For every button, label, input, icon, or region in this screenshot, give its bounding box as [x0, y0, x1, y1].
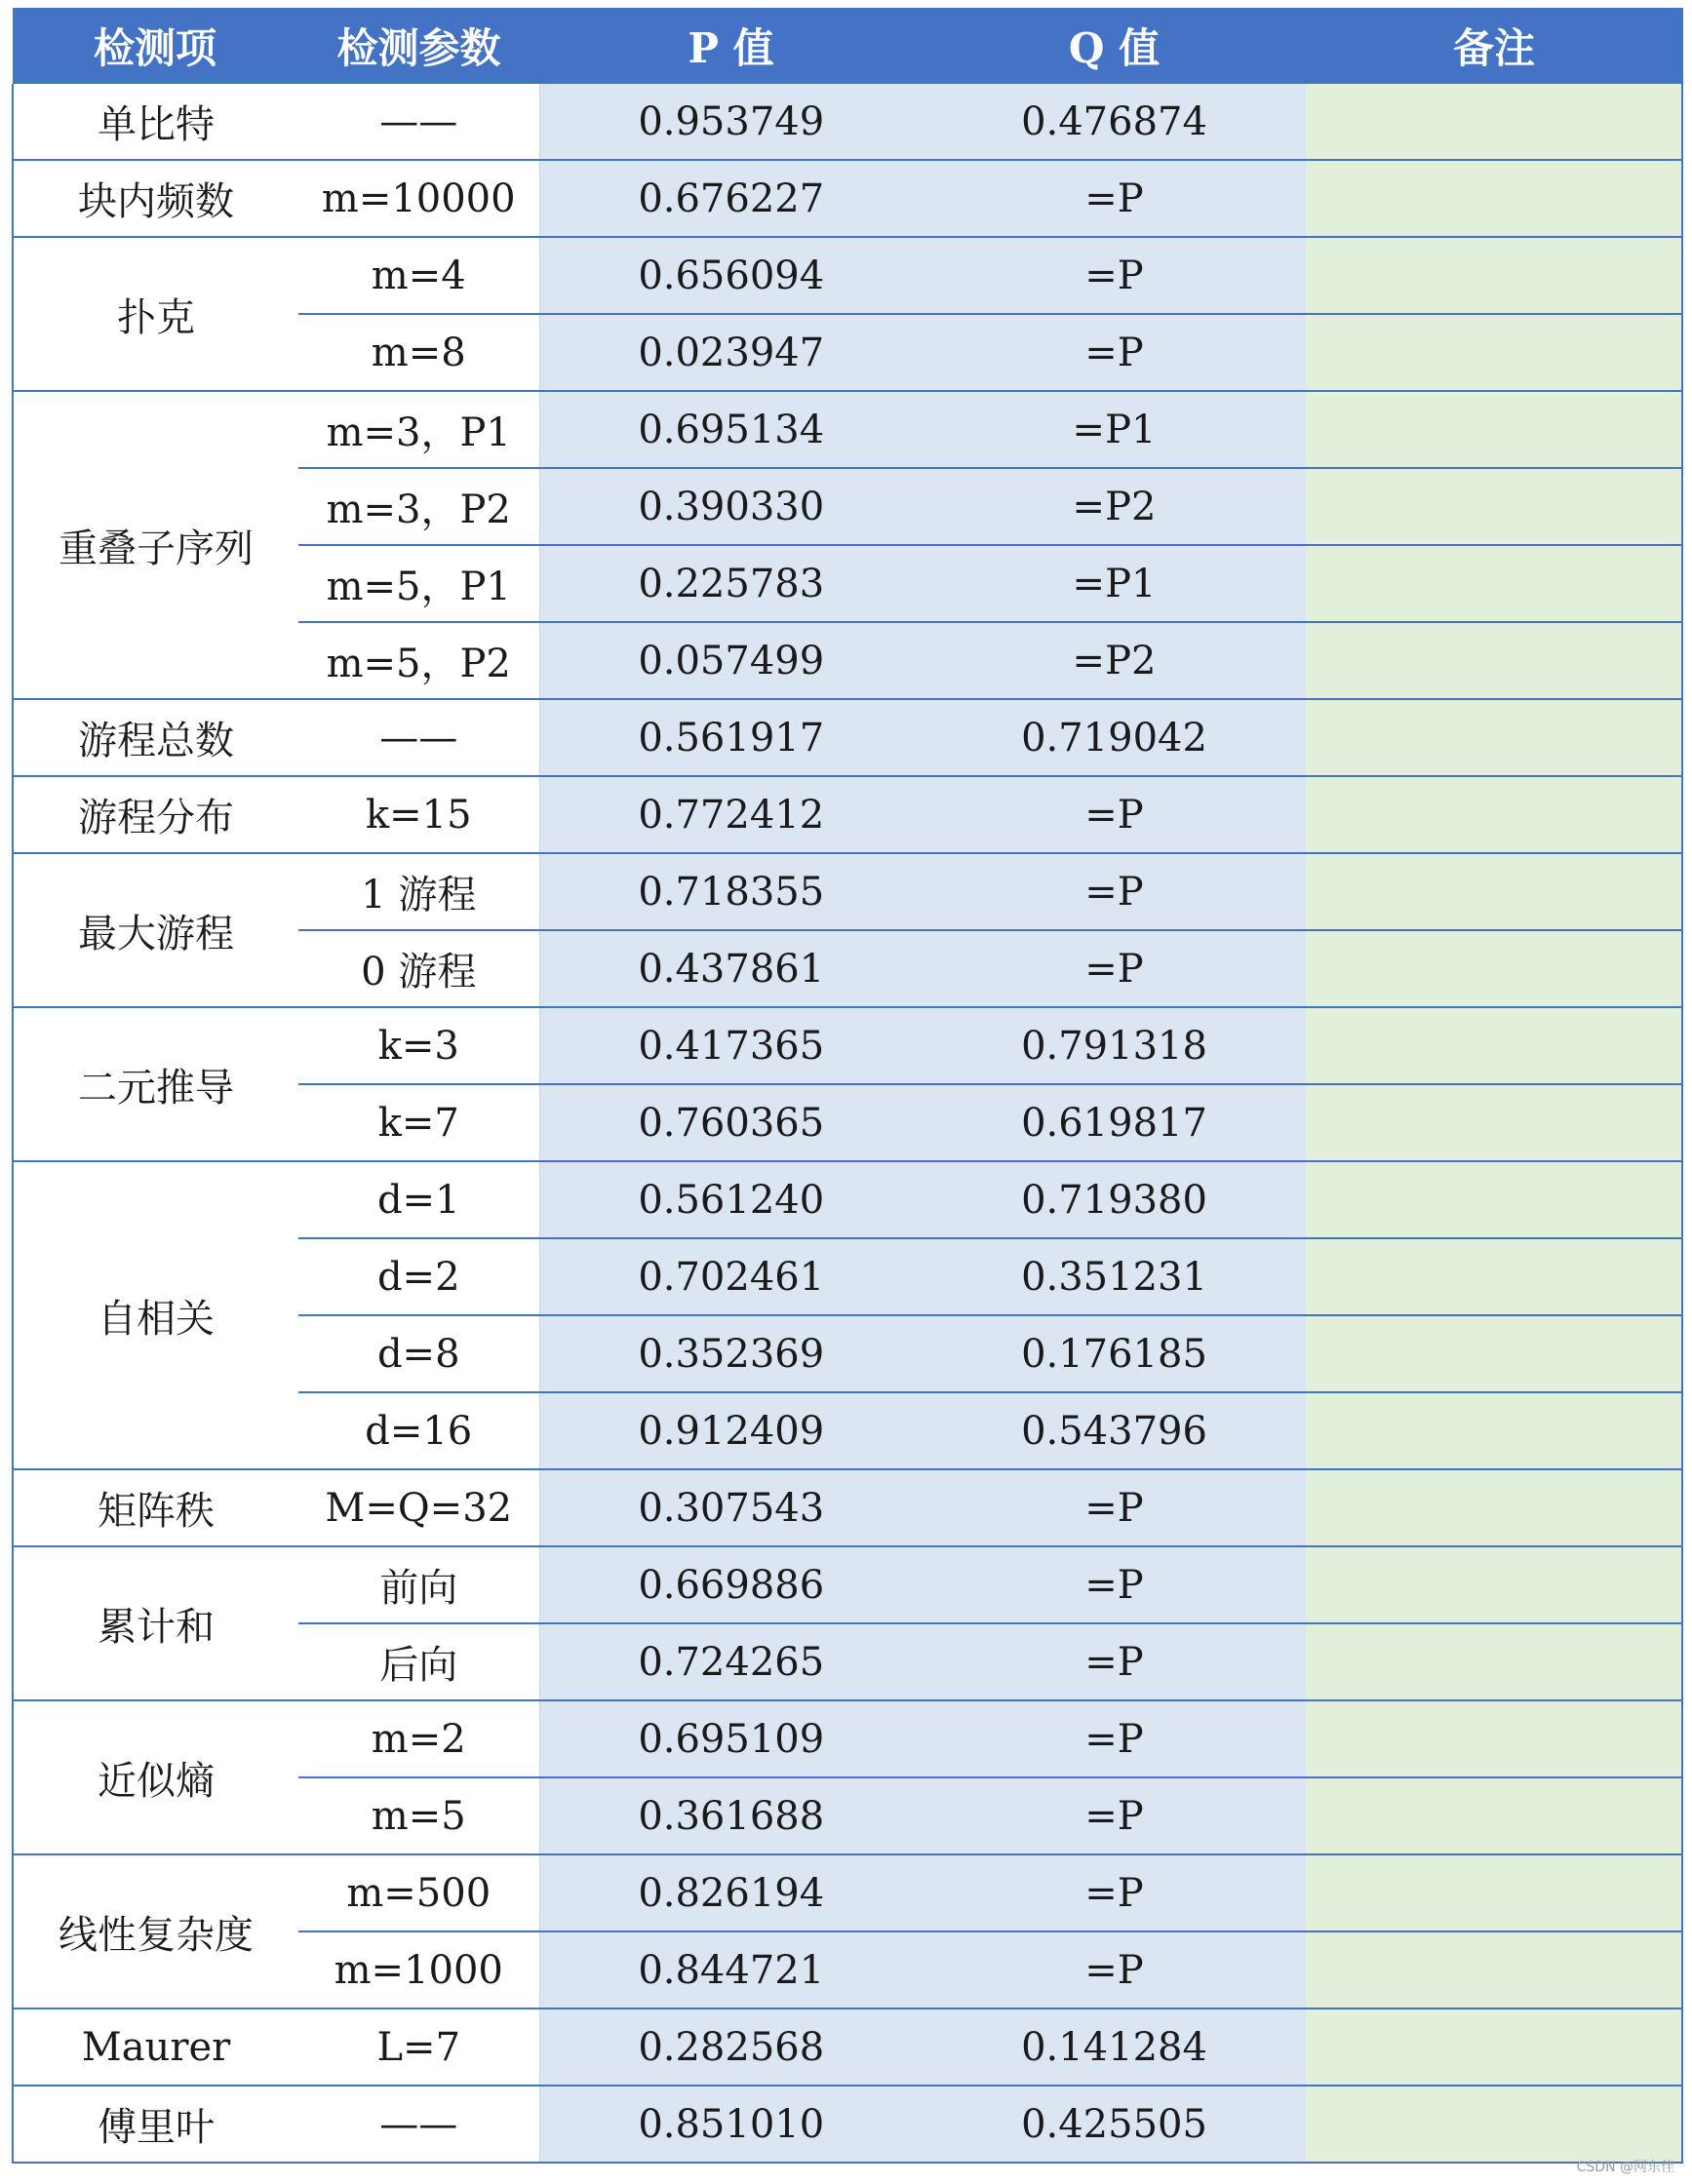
p-value: 0.390330	[539, 468, 923, 545]
p-value: 0.669886	[539, 1546, 923, 1623]
test-item-name: 最大游程	[13, 853, 298, 1007]
note-cell	[1306, 1469, 1682, 1546]
table-row	[13, 1469, 1682, 1546]
header-q-value: Q 值	[923, 8, 1306, 84]
note-cell	[1306, 2008, 1682, 2086]
test-item-name: 游程总数	[13, 699, 298, 776]
q-value: =P	[923, 1546, 1306, 1623]
p-value: 0.844721	[539, 1931, 923, 2008]
table-row	[13, 1854, 1682, 1931]
table-row	[13, 1007, 1682, 1084]
test-item-name: 重叠子序列	[13, 391, 298, 699]
note-cell	[1306, 1238, 1682, 1315]
table-row	[13, 1546, 1682, 1623]
test-parameter: m=3，P1	[298, 391, 539, 468]
p-value: 0.851010	[539, 2086, 923, 2163]
q-value: =P	[923, 1777, 1306, 1854]
p-value: 0.953749	[539, 84, 923, 160]
table-row	[13, 1161, 1682, 1238]
test-item-name: 块内频数	[13, 160, 298, 237]
p-value: 0.417365	[539, 1007, 923, 1084]
note-cell	[1306, 237, 1682, 314]
p-value: 0.724265	[539, 1623, 923, 1700]
p-value: 0.656094	[539, 237, 923, 314]
note-cell	[1306, 1623, 1682, 1700]
note-cell	[1306, 1084, 1682, 1161]
table-row	[13, 237, 1682, 314]
note-cell	[1306, 853, 1682, 930]
test-parameter: m=1000	[298, 1931, 539, 2008]
header-param: 检测参数	[298, 8, 539, 84]
q-value: =P	[923, 930, 1306, 1007]
test-item-name: 扑克	[13, 237, 298, 391]
test-parameter: ——	[298, 699, 539, 776]
table-row	[13, 853, 1682, 930]
q-value: 0.619817	[923, 1084, 1306, 1161]
note-cell	[1306, 84, 1682, 160]
results-table	[12, 8, 1683, 2164]
test-parameter: m=3，P2	[298, 468, 539, 545]
p-value: 0.826194	[539, 1854, 923, 1931]
test-parameter: k=15	[298, 776, 539, 853]
p-value: 0.760365	[539, 1084, 923, 1161]
q-value: =P	[923, 237, 1306, 314]
note-cell	[1306, 1854, 1682, 1931]
q-value: 0.141284	[923, 2008, 1306, 2086]
test-item-name: 近似熵	[13, 1700, 298, 1854]
q-value: =P	[923, 1469, 1306, 1546]
header-note: 备注	[1306, 8, 1682, 84]
table-header	[13, 8, 1682, 84]
test-parameter: 0 游程	[298, 930, 539, 1007]
test-item-name: 单比特	[13, 84, 298, 160]
test-parameter: ——	[298, 84, 539, 160]
table-row	[13, 2008, 1682, 2086]
test-parameter: ——	[298, 2086, 539, 2163]
p-value: 0.282568	[539, 2008, 923, 2086]
q-value: =P	[923, 1700, 1306, 1777]
test-parameter: L=7	[298, 2008, 539, 2086]
header-p-value: P 值	[539, 8, 923, 84]
test-parameter: d=2	[298, 1238, 539, 1315]
q-value: 0.791318	[923, 1007, 1306, 1084]
table-row	[13, 160, 1682, 237]
test-parameter: m=8	[298, 314, 539, 391]
note-cell	[1306, 160, 1682, 237]
q-value: =P1	[923, 391, 1306, 468]
test-item-name: 傅里叶	[13, 2086, 298, 2163]
p-value: 0.437861	[539, 930, 923, 1007]
test-item-name: 自相关	[13, 1161, 298, 1469]
watermark: CSDN @网东佳	[1576, 2160, 1674, 2175]
table-row	[13, 391, 1682, 468]
table-row	[13, 1700, 1682, 1777]
test-item-name: 二元推导	[13, 1007, 298, 1161]
test-parameter: k=3	[298, 1007, 539, 1084]
note-cell	[1306, 314, 1682, 391]
test-parameter: d=16	[298, 1392, 539, 1469]
test-item-name: 游程分布	[13, 776, 298, 853]
test-parameter: m=5，P1	[298, 545, 539, 622]
q-value: =P2	[923, 622, 1306, 699]
test-item-name: 矩阵秩	[13, 1469, 298, 1546]
q-value: 0.476874	[923, 84, 1306, 160]
p-value: 0.702461	[539, 1238, 923, 1315]
q-value: =P	[923, 853, 1306, 930]
note-cell	[1306, 1315, 1682, 1392]
note-cell	[1306, 2086, 1682, 2163]
p-value: 0.352369	[539, 1315, 923, 1392]
test-parameter: d=1	[298, 1161, 539, 1238]
note-cell	[1306, 1392, 1682, 1469]
p-value: 0.361688	[539, 1777, 923, 1854]
p-value: 0.023947	[539, 314, 923, 391]
test-item-name: Maurer	[13, 2008, 298, 2086]
test-parameter: m=5，P2	[298, 622, 539, 699]
p-value: 0.225783	[539, 545, 923, 622]
q-value: 0.719042	[923, 699, 1306, 776]
note-cell	[1306, 1007, 1682, 1084]
q-value: =P	[923, 1854, 1306, 1931]
test-parameter: M=Q=32	[298, 1469, 539, 1546]
q-value: =P1	[923, 545, 1306, 622]
note-cell	[1306, 699, 1682, 776]
note-cell	[1306, 1161, 1682, 1238]
test-parameter: 1 游程	[298, 853, 539, 930]
test-item-name: 累计和	[13, 1546, 298, 1700]
note-cell	[1306, 1931, 1682, 2008]
note-cell	[1306, 622, 1682, 699]
test-parameter: m=10000	[298, 160, 539, 237]
p-value: 0.561917	[539, 699, 923, 776]
results-table-container	[12, 8, 1681, 2164]
q-value: =P	[923, 1931, 1306, 2008]
p-value: 0.912409	[539, 1392, 923, 1469]
test-parameter: m=500	[298, 1854, 539, 1931]
test-parameter: m=4	[298, 237, 539, 314]
table-row	[13, 699, 1682, 776]
note-cell	[1306, 468, 1682, 545]
table-row	[13, 2086, 1682, 2163]
note-cell	[1306, 776, 1682, 853]
note-cell	[1306, 391, 1682, 468]
p-value: 0.695134	[539, 391, 923, 468]
q-value: =P	[923, 1623, 1306, 1700]
q-value: 0.543796	[923, 1392, 1306, 1469]
p-value: 0.772412	[539, 776, 923, 853]
test-parameter: 前向	[298, 1546, 539, 1623]
test-item-name: 线性复杂度	[13, 1854, 298, 2008]
q-value: =P2	[923, 468, 1306, 545]
q-value: =P	[923, 314, 1306, 391]
q-value: =P	[923, 160, 1306, 237]
q-value: =P	[923, 776, 1306, 853]
p-value: 0.561240	[539, 1161, 923, 1238]
table-row	[13, 84, 1682, 160]
test-parameter: k=7	[298, 1084, 539, 1161]
p-value: 0.676227	[539, 160, 923, 237]
note-cell	[1306, 1777, 1682, 1854]
note-cell	[1306, 930, 1682, 1007]
q-value: 0.351231	[923, 1238, 1306, 1315]
test-parameter: m=2	[298, 1700, 539, 1777]
p-value: 0.057499	[539, 622, 923, 699]
p-value: 0.718355	[539, 853, 923, 930]
p-value: 0.307543	[539, 1469, 923, 1546]
table-body	[13, 84, 1682, 2163]
q-value: 0.425505	[923, 2086, 1306, 2163]
note-cell	[1306, 1700, 1682, 1777]
header-item: 检测项	[13, 8, 298, 84]
q-value: 0.176185	[923, 1315, 1306, 1392]
q-value: 0.719380	[923, 1161, 1306, 1238]
header-row	[13, 8, 1682, 84]
test-parameter: m=5	[298, 1777, 539, 1854]
p-value: 0.695109	[539, 1700, 923, 1777]
table-row	[13, 776, 1682, 853]
test-parameter: d=8	[298, 1315, 539, 1392]
note-cell	[1306, 1546, 1682, 1623]
note-cell	[1306, 545, 1682, 622]
test-parameter: 后向	[298, 1623, 539, 1700]
